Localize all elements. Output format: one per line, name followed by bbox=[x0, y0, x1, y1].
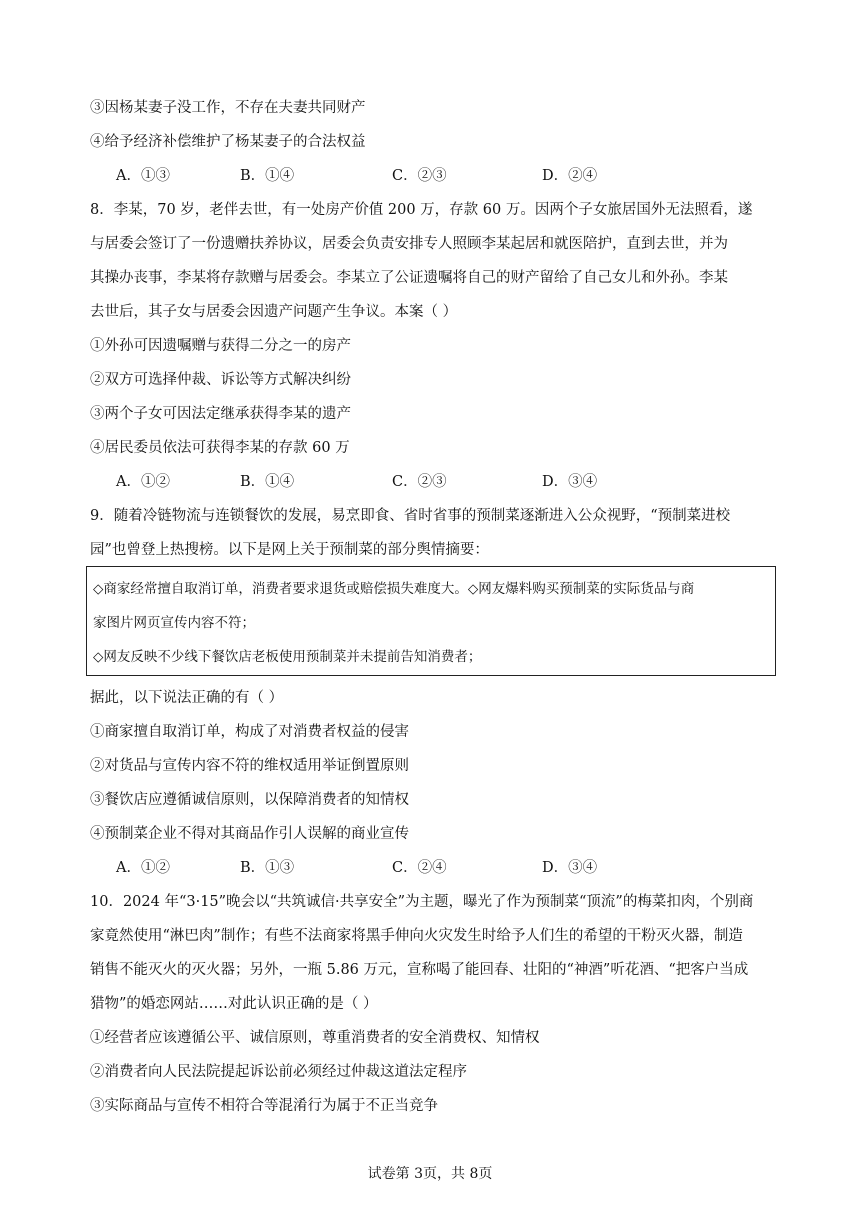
q8-option-c[interactable]: C．②③ bbox=[392, 474, 447, 490]
q8-item-1: ①外孙可因遗嘱赠与获得二分之一的房产 bbox=[90, 338, 351, 354]
q7-option-d[interactable]: D．②④ bbox=[542, 168, 598, 184]
q7-option-a[interactable]: A．①③ bbox=[116, 168, 170, 184]
q8-item-3: ③两个子女可因法定继承获得李某的遗产 bbox=[90, 406, 351, 422]
q9-item-3: ③餐饮店应遵循诚信原则，以保障消费者的知情权 bbox=[90, 792, 409, 808]
q9-item-4: ④预制菜企业不得对其商品作引人误解的商业宣传 bbox=[90, 826, 409, 842]
q8-option-b[interactable]: B．①④ bbox=[240, 474, 295, 490]
q9-option-d[interactable]: D．③④ bbox=[542, 860, 598, 876]
q9-option-b[interactable]: B．①③ bbox=[240, 860, 295, 876]
q9-item-1: ①商家擅自取消订单，构成了对消费者权益的侵害 bbox=[90, 724, 409, 740]
q8-text-1: 8．李某，70 岁，老伴去世，有一处房产价值 200 万，存款 60 万。因两个子女旅居国外无法照看，遂 bbox=[90, 202, 753, 218]
q8-item-2: ②双方可选择仲裁、诉讼等方式解决纠纷 bbox=[90, 372, 351, 388]
q8-text-2: 与居委会签订了一份遗赠扶养协议，居委会负责安排专人照顾李某起居和就医陪护，直到去世，并为 bbox=[90, 236, 728, 252]
q8-text-4: 去世后，其子女与居委会因遗产问题产生争议。本案（ ） bbox=[90, 304, 458, 320]
q7-option-c[interactable]: C．②③ bbox=[392, 168, 447, 184]
q7-option-b[interactable]: B．①④ bbox=[240, 168, 295, 184]
q7-item-3: ③因杨某妻子没工作，不存在夫妻共同财产 bbox=[90, 100, 366, 116]
q8-text-3: 其操办丧事，李某将存款赠与居委会。李某立了公证遗嘱将自己的财产留给了自己女儿和外孙。李某 bbox=[90, 270, 728, 286]
q9-box-line-1: ◇商家经常擅自取消订单，消费者要求退货或赔偿损失难度大。◇网友爆料购买预制菜的实际货品与商 bbox=[93, 581, 695, 597]
q10-text-3: 销售不能灭火的灭火器；另外，一瓶 5.86 万元，宣称喝了能回春、壮阳的“神酒”听花酒、“把客户当成 bbox=[90, 962, 749, 978]
q8-option-d[interactable]: D．③④ bbox=[542, 474, 598, 490]
q9-stem: 据此，以下说法正确的有（ ） bbox=[90, 690, 284, 706]
q9-material-box bbox=[86, 566, 776, 676]
q9-option-a[interactable]: A．①② bbox=[116, 860, 170, 876]
q10-text-4: 猎物”的婚恋网站……对此认识正确的是（ ） bbox=[90, 996, 378, 1012]
q10-item-1: ①经营者应该遵循公平、诚信原则，尊重消费者的安全消费权、知情权 bbox=[90, 1030, 540, 1046]
q8-item-4: ④居民委员依法可获得李某的存款 60 万 bbox=[90, 440, 350, 456]
q10-text-2: 家竟然使用“淋巴肉”制作；有些不法商家将黑手伸向火灾发生时给予人们生的希望的干粉灭火器，制造 bbox=[90, 928, 743, 944]
q9-text-2: 园”也曾登上热搜榜。以下是网上关于预制菜的部分舆情摘要： bbox=[90, 542, 489, 558]
q9-item-2: ②对货品与宣传内容不符的维权适用举证倒置原则 bbox=[90, 758, 409, 774]
q8-option-a[interactable]: A．①② bbox=[116, 474, 170, 490]
q7-item-4: ④给予经济补偿维护了杨某妻子的合法权益 bbox=[90, 134, 366, 150]
q10-item-2: ②消费者向人民法院提起诉讼前必须经过仲裁这道法定程序 bbox=[90, 1064, 467, 1080]
q9-text-1: 9．随着冷链物流与连锁餐饮的发展，易烹即食、省时省事的预制菜逐渐进入公众视野，“预制菜进校 bbox=[90, 508, 731, 524]
q9-box-line-3: ◇网友反映不少线下餐饮店老板使用预制菜并未提前告知消费者； bbox=[93, 649, 482, 665]
q9-box-line-2: 家图片网页宣传内容不符； bbox=[93, 615, 255, 631]
q10-text-1: 10．2024 年“3·15”晚会以“共筑诚信·共享安全”为主题，曝光了作为预制菜“顶流”的梅菜扣肉，个别商 bbox=[90, 894, 754, 910]
q9-option-c[interactable]: C．②④ bbox=[392, 860, 447, 876]
q10-item-3: ③实际商品与宣传不相符合等混淆行为属于不正当竞争 bbox=[90, 1098, 438, 1114]
page-footer: 试卷第 3页，共 8页 bbox=[367, 1166, 493, 1182]
